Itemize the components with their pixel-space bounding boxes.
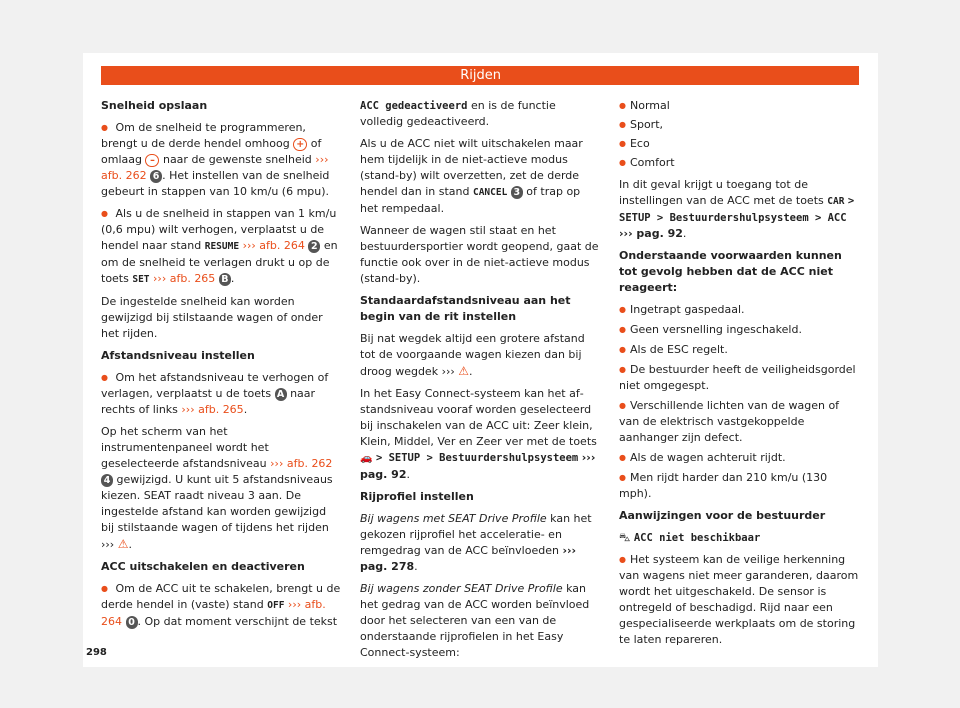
callout-letter: B: [219, 273, 231, 286]
minus-icon: –: [145, 154, 159, 167]
list-item: ● Geen versnelling ingeschakeld.: [619, 322, 859, 338]
text: Bij wagens zonder SEAT Drive Profile: [360, 582, 563, 595]
display-message: ACC gedeactiveerd: [360, 100, 468, 112]
text: of trap op het rempedaal.: [360, 185, 581, 215]
text: Als u de ACC niet wilt uitschakelen maar hem tijdelijk in de niet-actieve modus (stand-by) wilt overzetten, zet de derde hendel dan in stand: [360, 137, 583, 198]
text: Om de ACC uit te schakelen, brengt u de derde hendel in (vaste) stand: [101, 582, 341, 611]
text: . Op dat moment verschijnt de tekst: [137, 615, 338, 628]
text: kan het gekozen rijprofiel het acceleratie- en remgedrag van de ACC beïnvloeden: [360, 512, 592, 557]
text: Bij wagens met SEAT Drive Profile: [360, 512, 547, 525]
warning-icon: ⚠: [117, 537, 129, 551]
figure-reference-link[interactable]: ››› afb. 264: [242, 239, 305, 252]
text: Op het scherm van het instrumentenpaneel wordt het geselecteerde afstandsniveau: [101, 425, 269, 470]
off-key: OFF: [267, 600, 285, 611]
list-item: ● Als de ESC regelt.: [619, 342, 859, 358]
figure-reference-link[interactable]: ››› afb. 262: [101, 153, 329, 182]
section-title: Rijden: [460, 68, 501, 83]
page-reference-link[interactable]: ››› pag. 92: [360, 451, 596, 481]
text: en om de snelheid te verlagen drukt u op de toets: [101, 239, 338, 285]
callout-number: 0: [126, 616, 138, 629]
heading-aanwijzingen: Aanwijzingen voor de bestuurder: [619, 509, 826, 522]
callout-number: 6: [150, 170, 162, 183]
cancel-key: CANCEL: [472, 187, 508, 198]
list-item: ● Comfort: [619, 155, 859, 171]
heading-rijprofiel: Rijprofiel instellen: [360, 490, 474, 503]
page-number: 298: [86, 647, 107, 658]
paragraph: [360, 98, 600, 130]
section-header: [101, 66, 859, 85]
bullet-paragraph: ● Om de snelheid te programmeren, brengt u de derde hendel omhoog + of omlaag – naar de gewenste snelheid ››› afb. 262 6 . Het instellen van de snelheid gebeurt in stappen van 10 km/u (6 mpu).: [101, 120, 341, 200]
column-2: [360, 98, 600, 667]
paragraph: In dit geval krijgt u toegang tot de instellingen van de ACC met de toets CAR > SETUP > Bestuurdershulpsysteem > ACC ››› pag. 92.: [619, 178, 855, 240]
heading-acc-uitschakelen: ACC uitschakelen en deactiveren: [101, 560, 305, 573]
plus-icon: +: [293, 138, 307, 151]
page-reference-link[interactable]: ››› pag. 92: [619, 227, 683, 240]
list-item: ● Men rijdt harder dan 210 km/u (130 mph).: [619, 470, 859, 502]
warning-icon: ⚠: [458, 364, 470, 378]
car-icon: 🚗: [360, 453, 373, 464]
text: Als u de snelheid in stappen van 1 km/u (0,6 mpu) wilt verhogen, verplaatst u de hendel naar stand: [101, 207, 337, 252]
figure-reference-link[interactable]: ››› afb. 265: [153, 272, 216, 285]
figure-reference-link[interactable]: ››› afb. 262: [270, 457, 333, 470]
list-item: ● Sport,: [619, 117, 859, 133]
car-warning-icon: ⛍: [619, 531, 631, 544]
heading-afstandsniveau: Afstandsniveau instellen: [101, 349, 255, 362]
text: In het Easy Connect-systeem kan het afstandsniveau vooraf worden geselecteerd bij inschakelen van de ACC uit: Zeer klein, Klein, Middel, Ver en Zeer ver met de toets: [360, 387, 597, 448]
text: Om de snelheid te programmeren, brengt u de derde hendel omhoog: [101, 121, 306, 150]
text: Het instellen van de snelheid gebeurt in stappen van 10 km/u (6 mpu).: [101, 169, 330, 198]
bullet-paragraph: ● Het systeem kan de veilige herkenning van wagens niet meer garanderen, daarom wordt het uitgeschakeld. De sensor is ontregeld of beschadigd. Rijd naar een gespecialiseerde werkplaats om de storing te laten repareren.: [619, 552, 859, 648]
menu-path: > SETUP > Bestuurdershulpsysteem > ACC: [619, 195, 855, 224]
list-item: ● De bestuurder heeft de veiligheidsgordel niet omgegespt.: [619, 362, 859, 394]
menu-path: > SETUP > Bestuurdershulpsysteem: [375, 452, 579, 464]
text: In dit geval krijgt u toegang tot de instellingen van de ACC met de toets: [619, 178, 824, 207]
resume-key: RESUME: [204, 241, 240, 252]
display-message: ACC niet beschikbaar: [633, 532, 761, 544]
text: gewijzigd. U kunt uit 5 afstandsniveaus kiezen. SEAT raadt niveau 3 aan. De ingestelde afstand kan worden gewijzigd bij stilstaande wagen of tijdens het rijden: [101, 473, 333, 534]
list-item: ● Verschillende lichten van de wagen of van de elektrisch vastgekoppelde aanhanger zijn defect.: [619, 398, 859, 446]
list-item: ● Ingetrapt gaspedaal.: [619, 302, 859, 318]
car-key: CAR: [827, 196, 845, 207]
paragraph: Op het scherm van het instrumentenpaneel wordt het geselecteerde afstandsniveau ››› afb. 262 4 gewijzigd. U kunt uit 5 afstandsniveaus kiezen. SEAT raadt niveau 3 aan. De ingestelde afstand kan worden gewijzigd bij stilstaande wagen of tijdens het rijden ››› ⚠.: [101, 425, 333, 551]
bullet-paragraph: ● Als u de snelheid in stappen van 1 km/u (0,6 mpu) wilt verhogen, verplaatst u de hendel naar stand RESUME ››› afb. 264 2 en om de snelheid te verlagen drukt u op de toets SET ››› afb. 265 B .: [101, 206, 341, 288]
text: of omlaag: [101, 137, 322, 166]
figure-reference-link[interactable]: ››› afb. 264: [101, 598, 326, 628]
figure-reference-link[interactable]: ››› afb. 265: [181, 403, 244, 416]
paragraph: [360, 136, 600, 217]
text: en is de functie volledig gedeactiveerd.: [360, 99, 556, 128]
callout-number: 3: [511, 186, 523, 199]
paragraph: [360, 581, 600, 661]
heading-snelheid-opslaan: Snelheid opslaan: [101, 99, 208, 112]
bullet-paragraph: ● Om het afstandsniveau te verhogen of verlagen, verplaatst u de toets A naar rechts of links ››› afb. 265.: [101, 370, 341, 418]
heading-standaardafstand: Standaardafstandsniveau aan het begin van de rit instellen: [360, 294, 571, 323]
heading-voorwaarden: Onderstaande voorwaarden kunnen tot gevolg hebben dat de ACC niet reageert:: [619, 249, 842, 294]
text: Bij nat wegdek altijd een grotere afstand tot de voorgaande wagen kiezen dan bij droog wegdek: [360, 332, 585, 378]
text: Om het afstandsniveau te verhogen of verlagen, verplaatst u de toets: [101, 371, 329, 400]
column-1: [101, 98, 341, 636]
page-reference-link[interactable]: ››› pag. 278: [360, 544, 577, 573]
paragraph: Wanneer de wagen stil staat en het bestuurdersportier wordt geopend, gaat de functie ook over in de niet-actieve modus (stand-by).: [360, 224, 599, 285]
bullet-paragraph: [101, 581, 341, 630]
text: naar de gewenste snelheid: [162, 153, 312, 166]
callout-number: 4: [101, 474, 113, 487]
list-item: ● Normal: [619, 98, 859, 114]
column-3: [619, 98, 859, 654]
list-item: ● Als de wagen achteruit rijdt.: [619, 450, 859, 466]
warning-line: [619, 530, 859, 546]
paragraph: De ingestelde snelheid kan worden gewijzigd bij stilstaande wagen of onder het rijden.: [101, 295, 323, 340]
callout-letter: A: [275, 388, 287, 401]
paragraph: Bij nat wegdek altijd een grotere afstand tot de voorgaande wagen kiezen dan bij droog wegdek ››› ⚠.: [360, 332, 585, 378]
list-item: ● Eco: [619, 136, 859, 152]
text: kan het gedrag van de ACC worden beïnvloed door het selecteren van een van de onderstaande rijprofielen in het Easy Connect-systeem:: [360, 582, 590, 659]
text: naar rechts of links: [101, 387, 316, 416]
set-key: SET: [132, 274, 150, 285]
paragraph: Bij wagens met SEAT Drive Profile kan het gekozen rijprofiel het acceleratie- en remgedrag van de ACC beïnvloeden ››› pag. 278.: [360, 512, 592, 573]
paragraph: In het Easy Connect-systeem kan het afstandsniveau vooraf worden geselecteerd bij inschakelen van de ACC uit: Zeer klein, Klein, Middel, Ver en Zeer ver met de toets 🚗 > SETUP > Bestuurdershulpsysteem ››› pag. 92.: [360, 387, 597, 481]
callout-number: 2: [308, 240, 320, 253]
